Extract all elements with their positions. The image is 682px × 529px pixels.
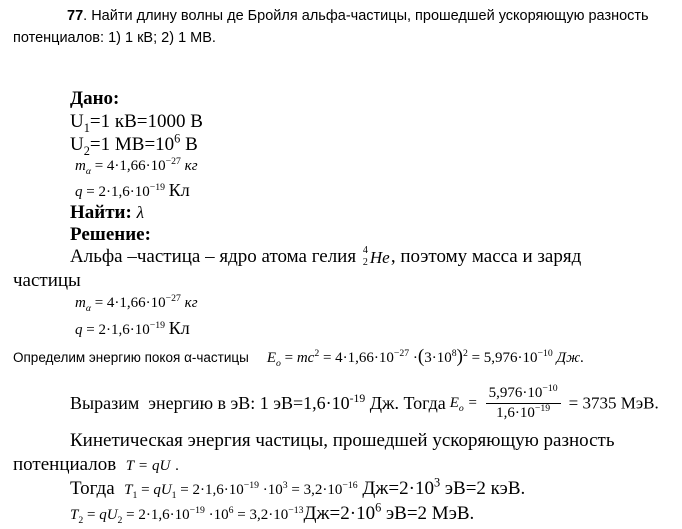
problem-text-line1: . Найти длину волны де Бройля альфа-частицы, прошедшей ускоряющую разность: [83, 8, 649, 24]
given-u1: $U_1=1$ кВ=1000 В: [70, 111, 203, 135]
ev-fraction: [486, 385, 561, 422]
helium-nucleus: [361, 244, 391, 269]
problem-text-line2: потенциалов: 1) 1 кВ; 2) 1 МВ.: [13, 30, 216, 46]
given-charge: $q = 2\cdot 1,6\cdot 10^{-19}$ Кл: [75, 180, 190, 200]
given-mass: $m_\alpha = 4\cdot 1,66\cdot 10^{-27}$ кг: [75, 156, 198, 177]
find-symbol: λ: [136, 203, 144, 222]
solution-charge: $q = 2\cdot 1,6\cdot 10^{-19}$ Кл: [75, 318, 190, 338]
rest-energy-label: Определим энергию покоя α-частицы: [13, 350, 249, 365]
ev-numerator: $5,976\cdot 10^{-10}$: [486, 385, 561, 404]
intro-text-tail: , поэтому масса и заряд: [390, 246, 582, 267]
t1-line: Тогда $T_1 = qU_1 = 2\cdot 1,6\cdot 10^{-19} \cdot 10^3 = 3,2\cdot 10^{-16}$ $Дж=2\cdot 10^3$ эВ=2 кэВ.: [70, 475, 526, 501]
find-heading: Найти:: [70, 202, 132, 223]
solution-mass: $m_\alpha = 4\cdot 1,66\cdot 10^{-27}$ кг: [75, 293, 198, 314]
kinetic-line1: Кинетическая энергия частицы, прошедшей ускоряющую разность: [70, 430, 615, 451]
nucleus-atomic-number: 2: [362, 256, 368, 268]
kinetic-formula: T: [125, 458, 135, 474]
problem-statement-line1: [67, 8, 649, 24]
ev-sentence: Выразим энергию в эВ: 1 $эВ=1,6\cdot 10^{-19}$ Дж. Тогда: [70, 392, 446, 413]
solution-intro-line1: [70, 246, 581, 269]
kinetic-line2: потенциалов T = qU .: [13, 454, 179, 475]
rest-energy-line: [13, 346, 584, 368]
ev-line: [70, 385, 659, 422]
given-u2: $U_2=1$ $МВ=10^6$ В: [70, 131, 198, 158]
intro-text: Альфа –частица – ядро атома гелия: [70, 246, 357, 267]
t2-formula: $T_2 = qU_2 = 2\cdot 1,6\cdot 10^{-19} \cdot 10^6 = 3,2\cdot 10^{-13}$: [70, 505, 304, 526]
problem-number: 77: [67, 8, 84, 24]
t2-line: $T_2 = qU_2 = 2\cdot 1,6\cdot 10^{-19} \cdot 10^6 = 3,2\cdot 10^{-13}Дж=2\cdot 10^6$ эВ=2 МэВ.: [70, 500, 475, 526]
kinetic-prefix: потенциалов: [13, 454, 117, 475]
given-heading: Дано:: [70, 88, 120, 109]
nucleus-mass-number: 4: [362, 244, 368, 256]
ev-lhs: $E_o$ =: [449, 395, 478, 414]
ev-result: = 3735 МэВ.: [568, 393, 659, 413]
solution-heading: Решение:: [70, 224, 151, 245]
nucleus-symbol: He: [369, 247, 390, 267]
find-line: [70, 202, 144, 224]
t1-prefix: Тогда: [70, 478, 115, 499]
rest-energy-formula: $E_o = mc^2 = 4\cdot 1,66\cdot 10^{-27} \cdot(3\cdot 10^8)^2 = 5,976\cdot 10^{-10}$ Дж.: [266, 346, 584, 369]
solution-intro-line2: частицы: [13, 270, 81, 291]
t1-formula: $T_1 = qU_1 = 2\cdot 1,6\cdot 10^{-19} \cdot 10^3 = 3,2\cdot 10^{-16}$: [124, 480, 358, 501]
ev-denominator: $1,6\cdot 10^{-19}$: [496, 403, 551, 421]
